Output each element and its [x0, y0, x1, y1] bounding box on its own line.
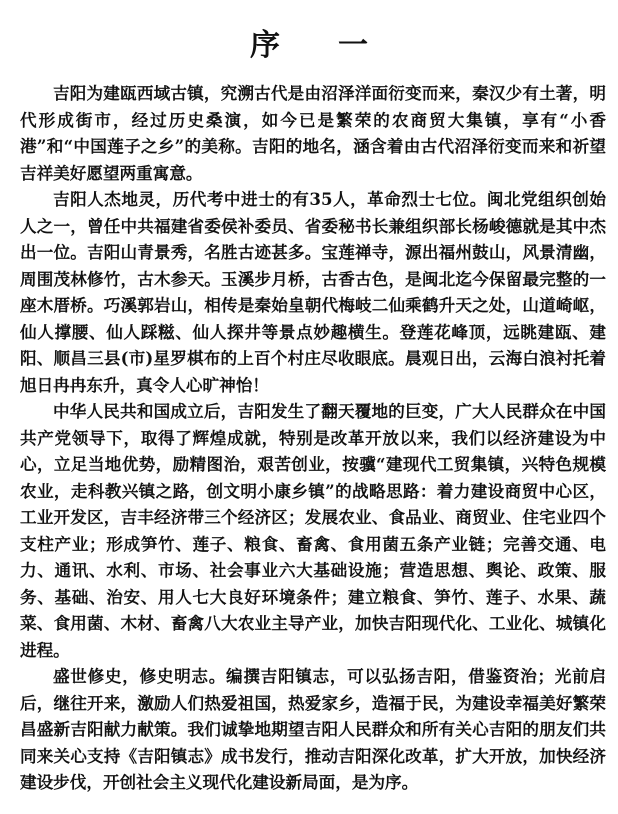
paragraph-1: 吉阳为建瓯西域古镇，究溯古代是由沼泽洋面衍变而来，秦汉少有土著，明代形成街市，经过历史桑演，如今已是繁荣的农商贸大集镇，享有“小香港”和“中国莲子之乡”的美称。吉阳的地名，涵含着由古代沼泽衍变而来和祈望吉祥美好愿望两重寓意。	[20, 83, 606, 183]
body-text	[20, 80, 606, 796]
paragraph-4: 盛世修史，修史明志。编撰吉阳镇志，可以弘扬吉阳，借鉴资治；光前启后，继往开来，激励人们热爱祖国，热爱家乡，造福于民，为建设幸福美好繁荣昌盛新吉阳献力献策。我们诚挚地期望吉阳人民群众和所有关心吉阳的朋友们共同来关心支持《吉阳镇志》成书发行，推动吉阳深化改革，扩大开放，加快经济建设步伐，开创社会主义现代化建设新局面，是为序。	[20, 666, 606, 792]
paragraph-3: 中华人民共和国成立后，吉阳发生了翻天覆地的巨变，广大人民群众在中国共产党领导下，取得了辉煌成就，特别是改革开放以来，我们以经济建设为中心，立足当地优势，励精图治，艰苦创业，按骥“建现代工贸集镇，兴特色规模农业，走科教兴镇之路，创文明小康乡镇”的战略思路：着力建设商贸中心区，工业开发区，吉丰经济带三个经济区；发展农业、食品业、商贸业、住宅业四个支柱产业；形成笋竹、莲子、粮食、畜禽、食用菌五条产业链；完善交通、电力、通讯、水利、市场、社会事业六大基础设施；营造思想、舆论、政策、服务、基础、治安、用人七大良好环境条件；建立粮食、笋竹、莲子、水果、蔬菜、食用菌、木材、畜禽八大农业主导产业，加快吉阳现代化、工业化、城镇化进程。	[20, 401, 606, 660]
page-title: 序一	[250, 28, 426, 64]
paragraph-2: 吉阳人杰地灵，历代考中进士的有35人，革命烈士七位。闽北党组织创始人之一，曾任中共福建省委侯补委员、省委秘书长兼组织部长杨峻德就是其中杰出一位。吉阳山青景秀，名胜古迹甚多。宝莲禅寺，源出福州鼓山，风景清幽，周围茂林修竹，古木参天。玉溪步月桥，古香古色，是闽北迄今保留最完整的一座木厝桥。巧溪郭岩山，相传是秦始皇朝代梅岐二仙乘鹤升天之处，山道崎岖，仙人撑腰、仙人踩糍、仙人探井等景点妙趣横生。登莲花峰顶，远眺建瓯、建阳、顺昌三县(市)星罗棋布的上百个村庄尽收眼底。晨观日出，云海白浪衬托着旭日冉冉东升，真令人心旷神怡！	[20, 189, 606, 395]
